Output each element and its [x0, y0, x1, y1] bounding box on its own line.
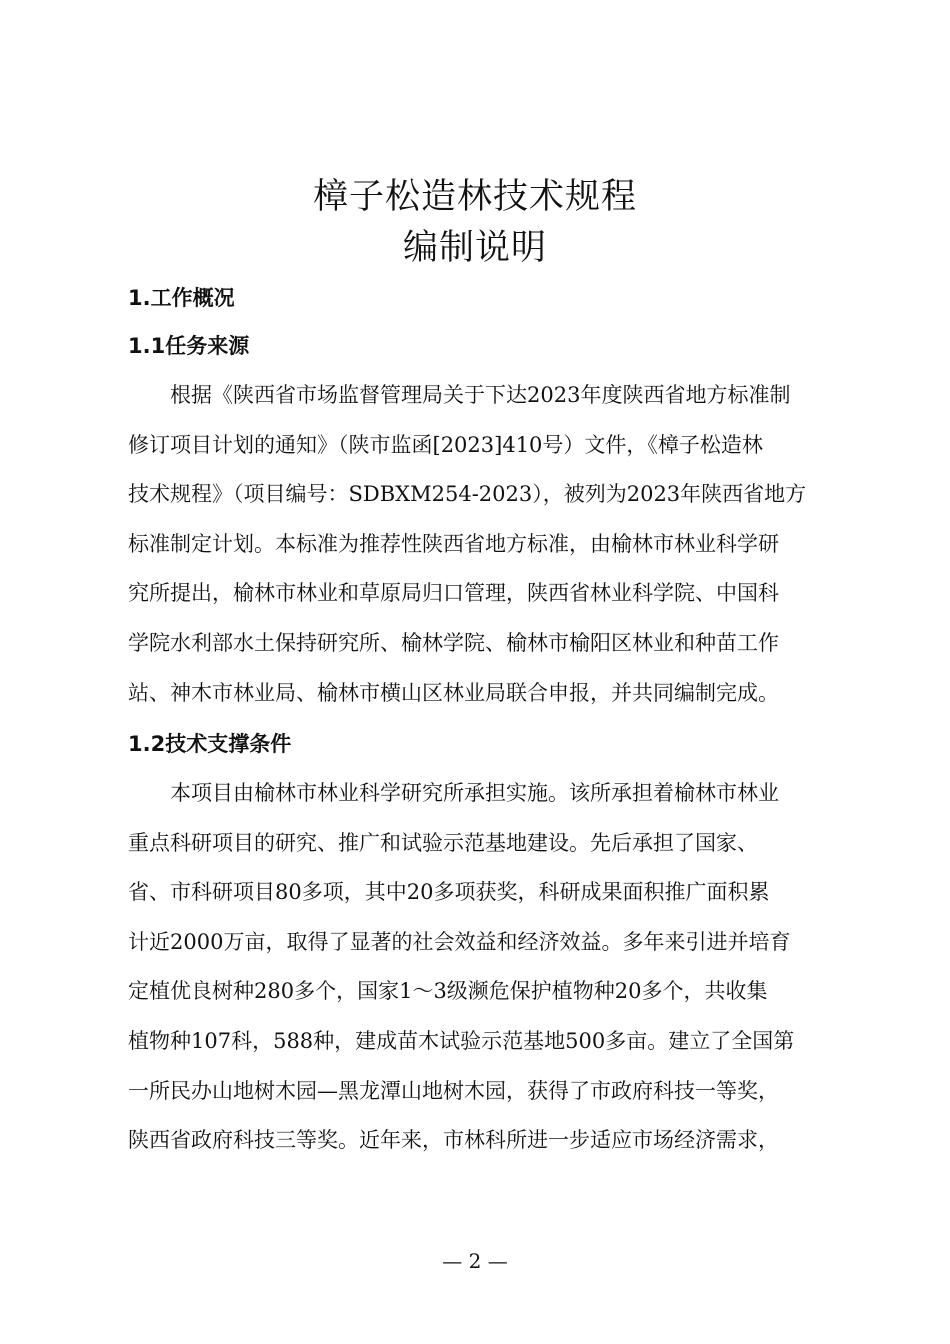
- page-number: — 2 —: [442, 1249, 508, 1273]
- paragraph-line: 本项目由榆林市林业科学研究所承担实施。该所承担着榆林市林业: [128, 781, 779, 805]
- paragraph-task-source: [128, 371, 833, 718]
- paragraph-line: 重点科研项目的研究、推广和试验示范基地建设。先后承担了国家、: [128, 830, 758, 855]
- paragraph-line: 植物种107科，588种，建成苗木试验示范基地500多亩。建立了全国第: [128, 1028, 795, 1053]
- paragraph-line: 究所提出，榆林市林业和草原局归口管理，陕西省林业科学院、中国科: [128, 581, 779, 606]
- paragraph-line: 标准制定计划。本标准为推荐性陕西省地方标准，由榆林市林业科学研: [128, 531, 779, 556]
- paragraph-line: 省、市科研项目80多项，其中20多项获奖，科研成果面积推广面积累: [128, 880, 770, 905]
- document-subtitle: 编制说明: [402, 228, 547, 268]
- paragraph-line: 计近2000万亩，取得了显著的社会效益和经济效益。多年来引进并培育: [128, 929, 791, 954]
- paragraph-line: 一所民办山地树木园—黑龙潭山地树木园，获得了市政府科技一等奖，: [128, 1078, 779, 1103]
- paragraph-technical-support: [128, 769, 833, 1166]
- section-heading-work-overview: 1.工作概况: [128, 286, 235, 310]
- section-heading-task-source: 1.1任务来源: [128, 334, 250, 358]
- paragraph-line: 站、神木市林业局、榆林市横山区林业局联合申报，并共同编制完成。: [128, 680, 779, 705]
- paragraph-line: 根据《陕西省市场监督管理局关于下达2023年度陕西省地方标准制: [128, 383, 791, 407]
- document-title: 樟子松造林技术规程: [312, 177, 637, 217]
- paragraph-line: 修订项目计划的通知》（陕市监函[2023]410号）文件，《樟子松造林: [128, 432, 763, 457]
- paragraph-line: 学院水利部水土保持研究所、榆林学院、榆林市榆阳区林业和种苗工作: [128, 630, 779, 655]
- paragraph-line: 定植优良树种280多个，国家1～3级濒危保护植物种20多个，共收集: [128, 979, 768, 1004]
- paragraph-line: 陕西省政府科技三等奖。近年来，市林科所进一步适应市场经济需求，: [128, 1128, 779, 1153]
- paragraph-line: 技术规程》（项目编号：SDBXM254-2023），被列为2023年陕西省地方: [128, 482, 807, 507]
- section-heading-technical-support: 1.2技术支撑条件: [128, 732, 292, 756]
